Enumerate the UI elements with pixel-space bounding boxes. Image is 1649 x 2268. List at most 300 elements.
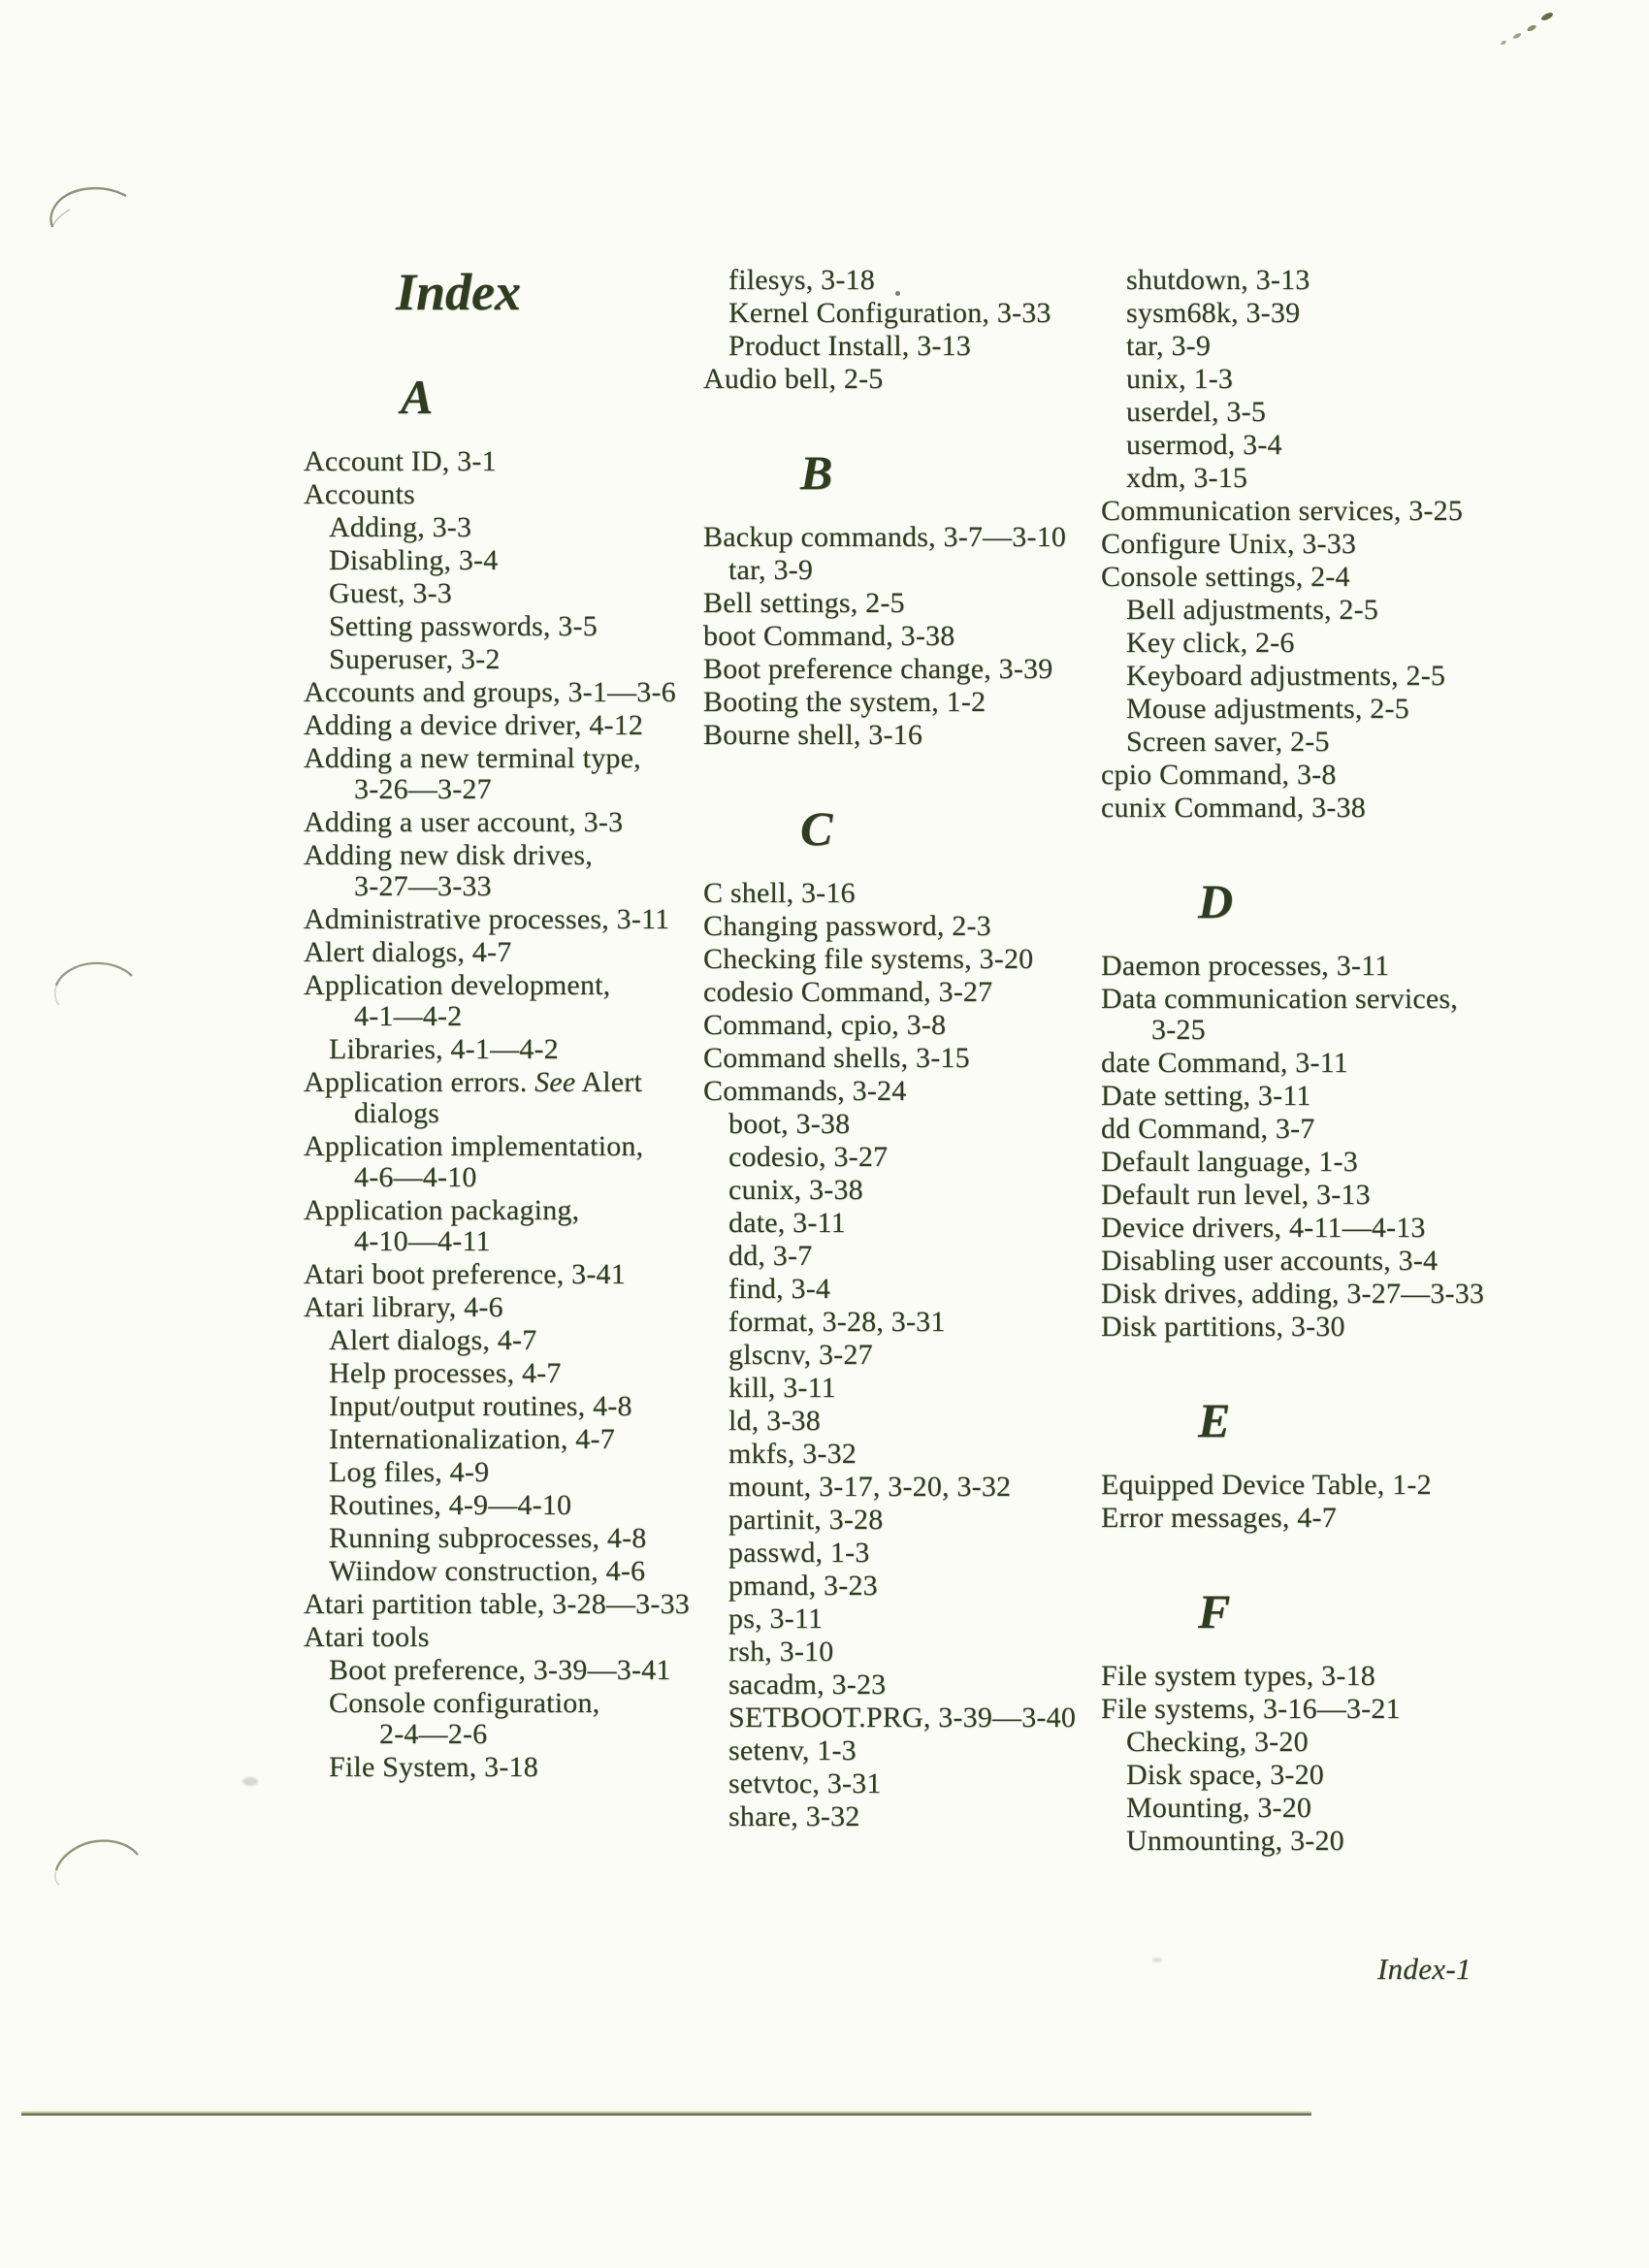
entry-text: Default run level, 3-13 [1101,1179,1371,1211]
index-entry [703,1340,1083,1371]
entry-text: Default language, 1-3 [1101,1146,1358,1178]
entry-continuation-line: 4-1—4-2 [354,1000,463,1032]
entry-text: Adding a new terminal type, [304,742,641,774]
index-entry [304,676,676,708]
entry-line [1101,1146,1358,1178]
index-entry [703,878,1083,909]
entry-text: filesys, 3-18 [728,264,875,296]
see-reference: See [534,1066,576,1098]
entry-line [304,839,593,871]
entry-text: dd, 3-7 [728,1240,813,1272]
entry-text: Atari partition table, 3-28—3-33 [304,1588,690,1620]
index-entry [304,1259,664,1290]
entry-text: xdm, 3-15 [1126,462,1248,494]
index-entry [1101,529,1518,560]
entry-text: Adding new disk drives, [304,839,593,871]
entry-line [1101,1660,1375,1692]
entry-text: rsh, 3-10 [728,1636,834,1668]
entry-text: Disk partitions, 3-30 [1101,1311,1345,1343]
index-entry [703,298,1083,329]
index-entry [1101,265,1518,296]
index-entry [304,840,664,902]
entry-text: codesio Command, 3-27 [703,976,993,1008]
entry-line [703,877,856,909]
index-entry [304,1523,664,1554]
entry-line [1126,1759,1324,1791]
entry-text: tar, 3-9 [728,554,814,586]
index-entry [703,1274,1083,1305]
entry-line [329,1390,632,1422]
entry-text: Date setting, 3-11 [1101,1080,1311,1112]
index-column-3 [1101,265,1518,1859]
entry-text: Superuser, 3-2 [329,643,501,675]
index-entry [1101,1694,1518,1725]
index-entry [304,479,664,510]
entry-line [703,1042,970,1074]
entry-text: Audio bell, 2-5 [703,363,884,395]
entry-text: share, 3-32 [728,1800,860,1832]
index-entry [304,1556,664,1587]
index-entry [703,944,1083,975]
index-entry [703,1043,1083,1074]
entry-line [1126,1825,1344,1857]
index-entry [304,1490,664,1521]
entry-text: Product Install, 3-13 [728,330,972,362]
index-entry [703,1604,1083,1635]
index-entry [304,1131,664,1193]
entry-text: Mounting, 3-20 [1126,1792,1312,1824]
entry-text: Wiindow construction, 4-6 [329,1555,646,1587]
index-entry [1101,1470,1518,1501]
index-entry [703,1571,1083,1602]
scan-smudge-col1 [242,1777,258,1786]
index-entry [703,621,1083,652]
index-entry [1101,298,1518,329]
entry-line [329,511,471,543]
entry-line [1126,627,1295,659]
entry-text: partinit, 3-28 [728,1504,884,1536]
entry-text: Atari tools [304,1621,430,1653]
entry-line [1101,1179,1371,1211]
entry-text: cunix Command, 3-38 [1101,792,1366,824]
entry-line [329,643,501,675]
entry-text: Booting the system, 1-2 [703,686,986,718]
entry-text: Adding, 3-3 [329,511,472,543]
entry-continuation-line: 3-27—3-33 [354,870,492,902]
entry-text: sacadm, 3-23 [728,1669,887,1701]
entry-text: Adding a user account, 3-3 [304,806,624,838]
entry-text: Input/output routines, 4-8 [329,1390,632,1422]
index-entry [304,1457,664,1488]
entry-line [1101,1469,1432,1501]
entry-text: Routines, 4-9—4-10 [329,1489,572,1521]
entry-line [1126,660,1445,692]
index-entry [304,710,664,741]
entry-text: Checking file systems, 3-20 [703,943,1034,975]
entry-line [703,620,954,652]
entry-text: Internationalization, 4-7 [329,1423,615,1455]
index-entry [703,588,1083,619]
entry-line [1101,983,1458,1015]
entry-line [703,1009,946,1041]
entry-line [329,1489,571,1521]
entry-text: Equipped Device Table, 1-2 [1101,1469,1432,1501]
entry-line [329,1751,538,1783]
entry-text: Setting passwords, 3-5 [329,610,598,642]
index-entry [703,1702,1083,1733]
entry-line [703,363,883,395]
entry-text: date Command, 3-11 [1101,1047,1348,1079]
index-entry [304,512,664,543]
index-entry [304,903,670,935]
index-entry [703,1669,1083,1701]
entry-text: Help processes, 4-7 [329,1357,562,1389]
entry-text: pmand, 3-23 [728,1570,878,1602]
entry-line [703,719,922,751]
entry-text: Kernel Configuration, 3-33 [728,297,1051,329]
entry-line [703,910,991,942]
entry-text: sysm68k, 3-39 [1126,297,1301,329]
entry-line [703,521,1066,553]
index-entry [304,1391,664,1422]
entry-text: boot, 3-38 [728,1108,851,1140]
entry-text: File systems, 3-16—3-21 [1101,1693,1401,1725]
index-entry [703,1768,1083,1799]
entry-line [728,1273,830,1305]
entry-text: find, 3-4 [728,1273,831,1305]
index-entry [304,1195,664,1257]
entry-text: Atari boot preference, 3-41 [304,1258,626,1290]
entry-line [304,709,643,741]
section-heading-A: A [401,370,434,424]
entry-line [329,1456,489,1488]
index-entry [1101,397,1518,428]
entry-text: Disabling, 3-4 [329,544,499,576]
entry-text: Alert dialogs, 4-7 [329,1324,537,1356]
entry-text: tar, 3-9 [1126,330,1212,362]
entry-text: Accounts [304,478,415,510]
index-entry [703,720,1083,751]
entry-line [304,742,641,774]
entry-text: usermod, 3-4 [1126,429,1282,461]
index-entry [1101,727,1518,758]
section-heading-E: E [1198,1393,1231,1447]
entry-text: Application errors. [304,1066,535,1098]
index-entry [304,743,664,805]
entry-line [728,1207,846,1239]
index-entry [1101,1826,1518,1857]
index-entry [304,970,664,1032]
entry-line [728,1108,850,1140]
index-entry [1101,760,1518,791]
entry-text: Command, cpio, 3-8 [703,1009,947,1041]
entry-line [728,1537,870,1569]
section-heading-D: D [1198,874,1234,928]
index-entry [703,1109,1083,1140]
entry-line [728,1701,1076,1733]
entry-text: Alert [575,1066,643,1098]
entry-line [304,903,669,935]
section-heading-F: F [1198,1584,1231,1638]
index-entry [1101,1114,1518,1145]
entry-line [728,330,971,362]
entry-line [1101,1245,1438,1277]
entry-line [1101,792,1366,824]
entry-line [304,1066,642,1098]
entry-text: Backup commands, 3-7—3-10 [703,521,1067,553]
index-entry [703,555,1083,586]
entry-line [1101,1113,1315,1145]
index-entry [703,1307,1083,1338]
entry-line [1126,330,1211,362]
entry-text: Libraries, 4-1—4-2 [329,1033,559,1065]
index-entry [1101,661,1518,692]
entry-continuation-line: 2-4—2-6 [379,1718,488,1750]
index-column-2 [703,265,1083,1834]
index-entry [703,1406,1083,1437]
entry-continuation-line: dialogs [354,1097,440,1129]
entry-text: Application packaging, [304,1194,580,1226]
entry-text: Screen saver, 2-5 [1126,726,1330,758]
entry-line [1101,528,1356,560]
entry-continuation-line: 4-10—4-11 [354,1225,491,1257]
entry-line [728,1603,823,1635]
entry-text: Account ID, 3-1 [304,445,497,477]
entry-line [304,806,623,838]
entry-text: Bell adjustments, 2-5 [1126,594,1379,626]
entry-text: Unmounting, 3-20 [1126,1825,1344,1857]
entry-text: userdel, 3-5 [1126,396,1267,428]
entry-text: Command shells, 3-15 [703,1042,970,1074]
entry-line [1126,726,1330,758]
entry-line [728,1471,1011,1503]
entry-line [728,1405,821,1437]
entry-line [304,1258,626,1290]
entry-line [304,445,497,477]
index-entry [304,1358,664,1389]
entry-line [304,1621,430,1653]
entry-line [1101,561,1350,593]
entry-line [1126,693,1409,725]
index-entry [1101,1760,1518,1791]
scan-smudge-footer [1152,1958,1162,1962]
entry-continuation-line: 3-25 [1151,1014,1206,1046]
entry-line [1126,462,1247,494]
index-entry [1101,694,1518,725]
entry-line [329,1423,615,1455]
entry-text: Key click, 2-6 [1126,627,1295,659]
entry-line [1101,950,1389,982]
index-entry [1101,1213,1518,1244]
entry-line [329,1555,645,1587]
entry-line [329,1033,559,1065]
entry-line [304,1194,579,1226]
entry-text: Boot preference change, 3-39 [703,653,1053,685]
entry-line [728,1669,886,1701]
entry-text: Console settings, 2-4 [1101,561,1350,593]
entry-text: Adding a device driver, 4-12 [304,709,644,741]
entry-line [329,1357,562,1389]
index-entry [304,1034,664,1065]
index-entry [1101,1793,1518,1824]
index-entry [304,1067,664,1129]
entry-text: Atari library, 4-6 [304,1291,503,1323]
entry-line [304,1291,503,1323]
index-entry [703,977,1083,1008]
index-entry [1101,628,1518,659]
entry-line [1101,1693,1401,1725]
entry-text: ps, 3-11 [728,1603,824,1635]
entry-line [304,1130,643,1162]
index-entry [1101,1503,1518,1534]
entry-text: Bourne shell, 3-16 [703,719,923,751]
entry-text: Disabling user accounts, 3-4 [1101,1245,1439,1277]
entry-text: Log files, 4-9 [329,1456,490,1488]
index-entry [1101,1246,1518,1277]
index-entry [304,545,664,576]
entry-text: Data communication services, [1101,983,1458,1015]
entry-line [304,1588,690,1620]
index-entry [1101,1180,1518,1211]
index-entry [304,446,664,477]
index-entry [304,1292,664,1323]
index-entry [1101,1081,1518,1112]
entry-line [1101,1311,1345,1343]
index-title: Index [396,263,522,321]
entry-line [1126,297,1300,329]
scan-artifact-hook-middle-left [47,953,144,1009]
index-entry [304,611,664,642]
index-entry [703,522,1083,553]
index-entry [1101,951,1518,982]
index-entry [1101,984,1518,1046]
index-entry [304,1688,664,1750]
entry-text: Accounts and groups, 3-1—3-6 [304,676,676,708]
scan-artifact-hook-bottom-left [45,1828,149,1888]
index-entry [304,1424,664,1455]
entry-text: Disk space, 3-20 [1126,1759,1324,1791]
entry-text: unix, 1-3 [1126,363,1234,395]
entry-text: Running subprocesses, 4-8 [329,1522,647,1554]
entry-line [703,587,905,619]
entry-line [728,264,875,296]
entry-text: Bell settings, 2-5 [703,587,905,619]
index-entry [304,644,664,675]
index-entry [304,1325,664,1356]
index-entry [1101,463,1518,494]
entry-text: Error messages, 4-7 [1101,1502,1337,1534]
entry-text: Boot preference, 3-39—3-41 [329,1654,671,1686]
index-column-1 [304,263,690,1785]
entry-line [728,297,1051,329]
index-entry [1101,331,1518,362]
entry-line [1126,1726,1309,1758]
entry-line [728,1800,860,1832]
entry-line [1126,264,1310,296]
index-entry [304,1654,671,1686]
page-number: Index-1 [1377,1952,1471,1986]
entry-text: Communication services, 3-25 [1101,495,1464,527]
entry-line [329,1687,599,1719]
index-entry [703,1010,1083,1041]
index-entry [703,265,1083,296]
scan-speck-col2 [895,291,900,296]
entry-text: boot Command, 3-38 [703,620,955,652]
index-entry [703,1241,1083,1272]
index-entry [1101,1312,1518,1343]
entry-text: shutdown, 3-13 [1126,264,1310,296]
index-entry [703,1142,1083,1173]
section-heading-B: B [800,445,833,500]
index-entry [703,1076,1083,1107]
entry-line [728,1734,857,1766]
entry-text: setenv, 1-3 [728,1734,857,1766]
entry-text: cunix, 3-38 [728,1174,863,1206]
index-entry [1101,364,1518,395]
entry-text: setvtoc, 3-31 [728,1767,882,1799]
index-entry [703,1472,1083,1503]
entry-line [728,1570,878,1602]
index-entry [703,1439,1083,1470]
index-entry [703,364,1083,395]
entry-text: glscnv, 3-27 [728,1339,873,1371]
entry-line [728,1636,833,1668]
index-entry [1101,595,1518,626]
entry-line [728,554,813,586]
index-entry [703,1735,1083,1766]
entry-line [1126,396,1266,428]
index-entry [1101,1279,1518,1310]
entry-text: File System, 3-18 [329,1751,538,1783]
entry-text: kill, 3-11 [728,1372,836,1404]
entry-text: Checking, 3-20 [1126,1726,1309,1758]
entry-text: Changing password, 2-3 [703,910,991,942]
entry-line [703,1075,906,1107]
entry-line [703,653,1052,685]
entry-text: Disk drives, adding, 3-27—3-33 [1101,1278,1485,1310]
entry-line [329,1324,536,1356]
index-entry [703,1208,1083,1239]
entry-text: passwd, 1-3 [728,1537,870,1569]
entry-text: Mouse adjustments, 2-5 [1126,693,1409,725]
section-heading-C: C [800,801,833,856]
entry-line [1101,759,1337,791]
entry-text: date, 3-11 [728,1207,846,1239]
entry-line [728,1306,946,1338]
entry-text: Guest, 3-3 [329,577,452,609]
index-entry [1101,793,1518,824]
entry-line [703,943,1033,975]
entry-text: C shell, 3-16 [703,877,856,909]
entry-line [1126,1792,1311,1824]
entry-line [1126,429,1282,461]
index-entry [703,331,1083,362]
entry-line [1101,1212,1426,1244]
entry-text: Application development, [304,969,611,1001]
index-entry [304,1588,690,1620]
bottom-rule [21,2111,1311,2116]
index-entry [703,1505,1083,1536]
entry-line [1101,1047,1348,1079]
entry-line [329,544,498,576]
index-entry [703,654,1083,685]
index-entry [703,911,1083,942]
entry-line [1101,495,1463,527]
entry-line [329,610,598,642]
index-entry [304,578,664,609]
entry-line [728,1174,863,1206]
entry-line [1126,594,1378,626]
